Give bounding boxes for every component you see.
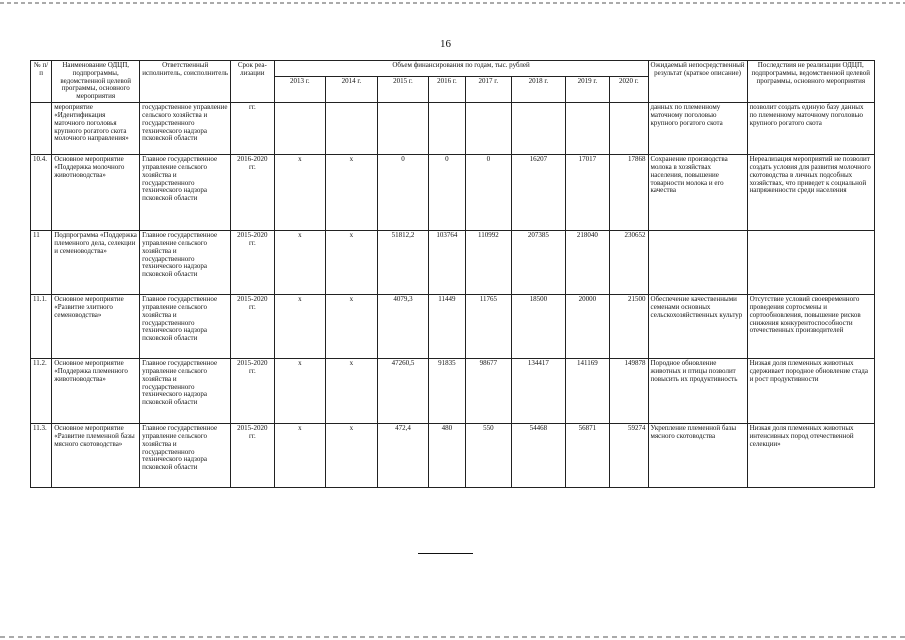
row-value: 103764 (429, 231, 465, 295)
row-value: 91835 (429, 359, 465, 424)
row-value (274, 103, 326, 155)
header-year: 2018 г. (512, 77, 566, 103)
row-value: 550 (465, 424, 511, 488)
row-responsible: Главное государственное управление сельского хозяйства и государственного технического надзора псковской области (140, 424, 231, 488)
table-row (31, 231, 875, 295)
row-consequences: Низкая доля племенных животных интенсивных пород отечественной селекции» (747, 424, 874, 488)
row-num: 11.2. (31, 359, 52, 424)
row-value: 0 (377, 155, 429, 231)
row-value: 141169 (565, 359, 609, 424)
row-value: x (326, 359, 378, 424)
row-value: 51812,2 (377, 231, 429, 295)
row-value: x (326, 155, 378, 231)
row-result: Обеспечение качественными семенами основных сельскохозяйственных культур (648, 295, 747, 359)
header-result: Ожидаемый непосредственный результат (краткое описание) (648, 61, 747, 103)
row-responsible: Главное государственное управление сельского хозяйства и государственного технического надзора псковской области (140, 295, 231, 359)
row-result: Укрепление племенной базы мясного скотоводства (648, 424, 747, 488)
row-value: 20000 (565, 295, 609, 359)
row-responsible: государственное управление сельского хозяйства и государственного технического надзора псковской области (140, 103, 231, 155)
row-value: 18500 (512, 295, 566, 359)
row-value: x (274, 359, 326, 424)
row-value (326, 103, 378, 155)
row-value: 11765 (465, 295, 511, 359)
header-year: 2014 г. (326, 77, 378, 103)
row-term: 2015-2020 гг. (231, 424, 274, 488)
row-value: 218040 (565, 231, 609, 295)
row-responsible: Главное государственное управление сельского хозяйства и государственного технического надзора псковской области (140, 359, 231, 424)
row-value: 480 (429, 424, 465, 488)
row-name: Подпрограмма «Поддержка племенного дела, селекции и семеноводства» (52, 231, 140, 295)
row-value: 16207 (512, 155, 566, 231)
row-value (377, 103, 429, 155)
row-value: x (326, 231, 378, 295)
row-value: 47260,5 (377, 359, 429, 424)
header-responsible: Ответственный исполнитель, соисполнитель (140, 61, 231, 103)
table-row (31, 295, 875, 359)
row-value: x (274, 231, 326, 295)
row-term: 2015-2020 гг. (231, 295, 274, 359)
row-consequences: Нереализация мероприятий не позволит создать условия для развития молочного скотоводства в личных подсобных хозяйствах, что приведет к социальной напряженности среди населения (747, 155, 874, 231)
header-year: 2016 г. (429, 77, 465, 103)
row-value: 472,4 (377, 424, 429, 488)
row-num: 10.4. (31, 155, 52, 231)
row-value: 230652 (610, 231, 648, 295)
row-num: 11.3. (31, 424, 52, 488)
scan-edge-top (0, 2, 905, 4)
row-value: 11449 (429, 295, 465, 359)
row-num (31, 103, 52, 155)
row-consequences: позволит создать единую базу данных по племенному маточному поголовью крупного рогатого скота (747, 103, 874, 155)
row-num: 11 (31, 231, 52, 295)
row-value: x (274, 155, 326, 231)
row-result: Породное обновление животных и птицы позволит повысить их продуктивность (648, 359, 747, 424)
header-year: 2013 г. (274, 77, 326, 103)
row-responsible: Главное государственное управление сельского хозяйства и государственного технического надзора псковской области (140, 231, 231, 295)
row-result: Сохранение производства молока в хозяйствах населения, повышение товарности молока и его качества (648, 155, 747, 231)
row-value: 110992 (465, 231, 511, 295)
row-value (465, 103, 511, 155)
row-result: данных по племенному маточному поголовью крупного рогатого скота (648, 103, 747, 155)
row-value: 149878 (610, 359, 648, 424)
table-row (31, 424, 875, 488)
row-term: 2015-2020 гг. (231, 231, 274, 295)
header-year: 2015 г. (377, 77, 429, 103)
header-num: № п/п (31, 61, 52, 103)
row-value: 4079,3 (377, 295, 429, 359)
row-term: 2016-2020 гг. (231, 155, 274, 231)
row-name: мероприятие «Идентификация маточного поголовья крупного рогатого скота молочного направления» (52, 103, 140, 155)
row-num: 11.1. (31, 295, 52, 359)
row-name: Основное мероприятие «Поддержка молочного животноводства» (52, 155, 140, 231)
header-name: Наименование ОДЦП, подпрограммы, ведомственной целевой программы, основного мероприятия (52, 61, 140, 103)
table-row (31, 155, 875, 231)
row-value (512, 103, 566, 155)
row-value: 17868 (610, 155, 648, 231)
table-row (31, 103, 875, 155)
header-financing: Объем финансирования по годам, тыс. рублей (274, 61, 648, 77)
row-value: 0 (429, 155, 465, 231)
row-value: x (274, 424, 326, 488)
row-responsible: Главное государственное управление сельского хозяйства и государственного технического надзора псковской области (140, 155, 231, 231)
row-consequences (747, 231, 874, 295)
row-value: 207385 (512, 231, 566, 295)
row-value: 21500 (610, 295, 648, 359)
table-row (31, 359, 875, 424)
row-value: x (326, 424, 378, 488)
row-value: 98677 (465, 359, 511, 424)
row-name: Основное мероприятие «Развитие элитного семеноводства» (52, 295, 140, 359)
row-value: 17017 (565, 155, 609, 231)
row-value: 54468 (512, 424, 566, 488)
row-consequences: Низкая доля племенных животных сдерживает породное обновление стада и рост продуктивности (747, 359, 874, 424)
row-value: 59274 (610, 424, 648, 488)
footer-separator-line (418, 553, 473, 554)
row-result (648, 231, 747, 295)
program-table (30, 60, 875, 488)
header-year: 2020 г. (610, 77, 648, 103)
page-number: 16 (440, 38, 451, 50)
row-consequences: Отсутствие условий своевременного проведения сортосмены и сортообновления, повышение рисков снижения конкурентоспособности отечественных производителей (747, 295, 874, 359)
header-term: Срок реа-лизации (231, 61, 274, 103)
row-value: 134417 (512, 359, 566, 424)
scan-edge-bottom (0, 636, 905, 638)
row-value: x (274, 295, 326, 359)
row-value: 0 (465, 155, 511, 231)
header-year: 2017 г. (465, 77, 511, 103)
row-value: x (326, 295, 378, 359)
header-consequences: Последствия не реализации ОДЦП, подпрограммы, ведомственной целевой программы, основного мероприятия (747, 61, 874, 103)
row-name: Основное мероприятие «Поддержка племенного животноводства» (52, 359, 140, 424)
row-value (565, 103, 609, 155)
header-year: 2019 г. (565, 77, 609, 103)
row-term: 2015-2020 гг. (231, 359, 274, 424)
row-value: 56871 (565, 424, 609, 488)
row-term: гг. (231, 103, 274, 155)
row-value (429, 103, 465, 155)
row-value (610, 103, 648, 155)
row-name: Основное мероприятие «Развитие племенной базы мясного скотоводства» (52, 424, 140, 488)
